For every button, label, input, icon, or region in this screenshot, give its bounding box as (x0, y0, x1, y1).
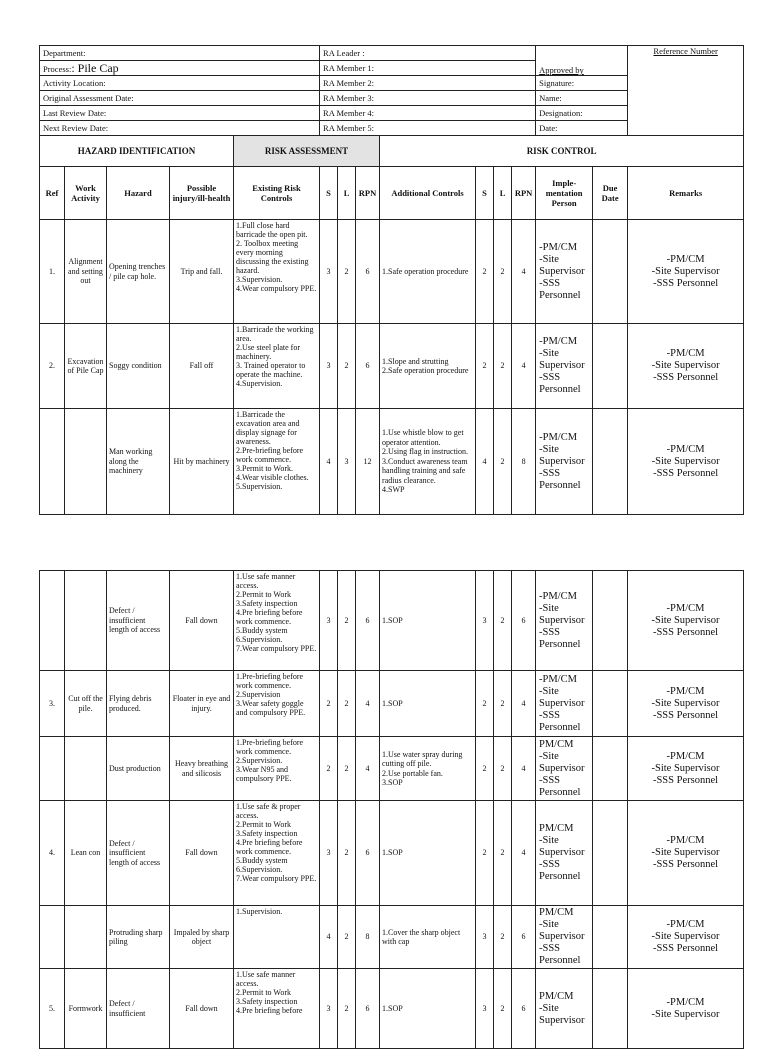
table-row (40, 324, 744, 409)
cell-work-activity: Cut off the pile. (65, 671, 107, 737)
col-rpn2: RPN (512, 167, 536, 220)
cell-s: 3 (320, 801, 338, 906)
ra-member-1-field: RA Member 1: (320, 61, 536, 76)
cell-injury: Trip and fall. (170, 220, 234, 324)
process-field (40, 61, 320, 76)
cell-injury: Floater in eye and injury. (170, 671, 234, 737)
cell-rpn: 6 (356, 571, 380, 671)
cell-l: 2 (338, 571, 356, 671)
col-existing-controls: Existing Risk Controls (234, 167, 320, 220)
cell-remarks: -PM/CM -Site Supervisor -SSS Personnel (628, 409, 744, 515)
cell-existing-controls: 1.Barricade the excavation area and display signage for awareness. 2.Pre-briefing before work commence. 3.Permit to Work. 4.Wear visible clothes. 5.Supervision. (234, 409, 320, 515)
cell-s: 2 (320, 671, 338, 737)
cell-rpn2: 4 (512, 324, 536, 409)
table-row (40, 906, 744, 969)
cell-work-activity (65, 409, 107, 515)
cell-work-activity: Excavation of Pile Cap (65, 324, 107, 409)
last-review-date-field: Last Review Date: (40, 106, 320, 121)
date-field: Date: (536, 121, 628, 136)
col-additional-controls: Additional Controls (380, 167, 476, 220)
cell-implementation-person: -PM/CM -Site Supervisor -SSS Personnel (536, 409, 593, 515)
cell-due-date (593, 969, 628, 1049)
cell-existing-controls: 1.Pre-briefing before work commence. 2.Supervision 3.Wear safety goggle and compulsory PPE. (234, 671, 320, 737)
cell-l: 3 (338, 409, 356, 515)
cell-due-date (593, 220, 628, 324)
cell-l: 2 (338, 969, 356, 1049)
cell-work-activity: Lean con (65, 801, 107, 906)
cell-l2: 2 (494, 801, 512, 906)
cell-ref: 2. (40, 324, 65, 409)
col-s: S (320, 167, 338, 220)
cell-implementation-person: -PM/CM -Site Supervisor -SSS Personnel (536, 220, 593, 324)
ra-member-5-field: RA Member 5: (320, 121, 536, 136)
cell-work-activity: Alignment and setting out (65, 220, 107, 324)
cell-s: 3 (320, 571, 338, 671)
cell-additional-controls: 1.Safe operation procedure (380, 220, 476, 324)
cell-s2: 2 (476, 737, 494, 801)
cell-injury: Fall down (170, 969, 234, 1049)
cell-due-date (593, 571, 628, 671)
activity-location-field: Activity Location: (40, 76, 320, 91)
cell-additional-controls: 1.Use water spray during cutting off pile. 2.Use portable fan. 3.SOP (380, 737, 476, 801)
reference-number-label: Reference Number (653, 46, 718, 56)
table-2-body (40, 571, 744, 1049)
cell-due-date (593, 801, 628, 906)
cell-remarks: -PM/CM -Site Supervisor -SSS Personnel (628, 220, 744, 324)
risk-assessment-heading: RISK ASSESSMENT (234, 136, 380, 167)
cell-rpn2: 6 (512, 906, 536, 969)
cell-implementation-person: PM/CM -Site Supervisor (536, 969, 593, 1049)
cell-additional-controls: 1.Slope and strutting 2.Safe operation procedure (380, 324, 476, 409)
cell-additional-controls: 1.SOP (380, 969, 476, 1049)
department-field: Department: (40, 46, 320, 61)
cell-additional-controls: 1.SOP (380, 571, 476, 671)
cell-work-activity: Formwork (65, 969, 107, 1049)
cell-rpn: 12 (356, 409, 380, 515)
risk-assessment-table-2 (39, 570, 744, 1049)
cell-l: 2 (338, 801, 356, 906)
cell-ref: 5. (40, 969, 65, 1049)
cell-rpn: 6 (356, 969, 380, 1049)
cell-s: 3 (320, 220, 338, 324)
cell-existing-controls: 1.Pre-briefing before work commence. 2.Supervision. 3.Wear N95 and compulsory PPE. (234, 737, 320, 801)
cell-rpn2: 8 (512, 409, 536, 515)
col-due-date: Due Date (593, 167, 628, 220)
process-label: Process: (43, 63, 72, 74)
cell-hazard: Defect / insufficient length of access (107, 801, 170, 906)
approved-by-field (536, 46, 628, 76)
cell-rpn: 6 (356, 324, 380, 409)
cell-l2: 2 (494, 737, 512, 801)
hazard-identification-heading: HAZARD IDENTIFICATION (40, 136, 234, 167)
col-remarks: Remarks (628, 167, 744, 220)
table-row (40, 220, 744, 324)
cell-s2: 2 (476, 801, 494, 906)
cell-rpn: 6 (356, 801, 380, 906)
cell-additional-controls: 1.Cover the sharp object with cap (380, 906, 476, 969)
cell-implementation-person: -PM/CM -Site Supervisor -SSS Personnel (536, 671, 593, 737)
cell-s2: 3 (476, 571, 494, 671)
cell-hazard: Flying debris produced. (107, 671, 170, 737)
cell-ref (40, 906, 65, 969)
cell-remarks: -PM/CM -Site Supervisor -SSS Personnel (628, 671, 744, 737)
col-s2: S (476, 167, 494, 220)
cell-hazard: Dust production (107, 737, 170, 801)
cell-work-activity (65, 906, 107, 969)
cell-hazard: Protruding sharp piling (107, 906, 170, 969)
cell-l2: 2 (494, 324, 512, 409)
ra-member-3-field: RA Member 3: (320, 91, 536, 106)
cell-ref: 4. (40, 801, 65, 906)
cell-implementation-person: PM/CM -Site Supervisor -SSS Personnel (536, 906, 593, 969)
cell-work-activity (65, 737, 107, 801)
cell-existing-controls: 1.Use safe manner access. 2.Permit to Work 3.Safety inspection 4.Pre briefing before work commence. 5.Buddy system 6.Supervision. 7.Wear compulsory PPE. (234, 571, 320, 671)
cell-due-date (593, 671, 628, 737)
cell-hazard: Defect / insufficient (107, 969, 170, 1049)
col-ref: Ref (40, 167, 65, 220)
col-injury: Possible injury/ill-health (170, 167, 234, 220)
cell-l2: 2 (494, 571, 512, 671)
cell-remarks: -PM/CM -Site Supervisor -SSS Personnel (628, 906, 744, 969)
cell-s2: 3 (476, 906, 494, 969)
table-1-body (40, 220, 744, 515)
cell-l2: 2 (494, 409, 512, 515)
cell-s: 4 (320, 409, 338, 515)
cell-l: 2 (338, 324, 356, 409)
cell-s2: 2 (476, 220, 494, 324)
cell-implementation-person: PM/CM -Site Supervisor -SSS Personnel (536, 737, 593, 801)
cell-hazard: Defect / insufficient length of access (107, 571, 170, 671)
cell-injury: Impaled by sharp object (170, 906, 234, 969)
cell-implementation-person: -PM/CM -Site Supervisor -SSS Personnel (536, 324, 593, 409)
cell-existing-controls: 1.Use safe & proper access. 2.Permit to Work 3.Safety inspection 4.Pre briefing before work commence. 5.Buddy system 6.Supervision. 7.Wear compulsory PPE. (234, 801, 320, 906)
table-row (40, 671, 744, 737)
cell-l: 2 (338, 906, 356, 969)
original-assessment-date-field: Original Assessment Date: (40, 91, 320, 106)
table-row (40, 969, 744, 1049)
cell-rpn: 4 (356, 737, 380, 801)
cell-additional-controls: 1.SOP (380, 671, 476, 737)
ra-leader-field: RA Leader : (320, 46, 536, 61)
cell-existing-controls: 1.Full close hard barricade the open pit. 2. Toolbox meeting every morning discussing the existing hazard. 3.Supervision. 4.Wear compulsory PPE. (234, 220, 320, 324)
cell-remarks: -PM/CM -Site Supervisor -SSS Personnel (628, 571, 744, 671)
cell-injury: Fall off (170, 324, 234, 409)
cell-rpn2: 6 (512, 969, 536, 1049)
cell-due-date (593, 737, 628, 801)
approved-by-label: Approved by (539, 65, 584, 75)
col-rpn: RPN (356, 167, 380, 220)
name-field: Name: (536, 91, 628, 106)
ra-member-2-field: RA Member 2: (320, 76, 536, 91)
cell-s2: 2 (476, 671, 494, 737)
cell-l2: 2 (494, 671, 512, 737)
cell-hazard: Opening trenches / pile cap hole. (107, 220, 170, 324)
cell-s: 4 (320, 906, 338, 969)
cell-l: 2 (338, 671, 356, 737)
cell-work-activity (65, 571, 107, 671)
cell-rpn2: 4 (512, 737, 536, 801)
signature-field: Signature: (536, 76, 628, 91)
cell-ref (40, 737, 65, 801)
col-l: L (338, 167, 356, 220)
cell-injury: Fall down (170, 571, 234, 671)
cell-due-date (593, 324, 628, 409)
cell-l: 2 (338, 737, 356, 801)
cell-s: 3 (320, 324, 338, 409)
cell-existing-controls: 1.Barricade the working area. 2.Use steel plate for machinery. 3. Trained operator to operate the machine. 4.Supervision. (234, 324, 320, 409)
col-l2: L (494, 167, 512, 220)
cell-existing-controls: 1.Supervision. (234, 906, 320, 969)
reference-number-field (628, 46, 744, 136)
cell-rpn2: 4 (512, 801, 536, 906)
cell-remarks: -PM/CM -Site Supervisor -SSS Personnel (628, 324, 744, 409)
cell-implementation-person: PM/CM -Site Supervisor -SSS Personnel (536, 801, 593, 906)
cell-l2: 2 (494, 906, 512, 969)
cell-injury: Fall down (170, 801, 234, 906)
cell-injury: Heavy breathing and silicosis (170, 737, 234, 801)
cell-s2: 2 (476, 324, 494, 409)
cell-s: 2 (320, 737, 338, 801)
cell-rpn: 4 (356, 671, 380, 737)
cell-additional-controls: 1.Use whistle blow to get operator attention. 2.Using flag in instruction. 3.Conduct awareness team handling training and safe radius clearance. 4.SWP (380, 409, 476, 515)
process-value: : Pile Cap (71, 60, 119, 75)
ra-member-4-field: RA Member 4: (320, 106, 536, 121)
cell-rpn2: 4 (512, 220, 536, 324)
cell-l2: 2 (494, 969, 512, 1049)
cell-hazard: Man working along the machinery (107, 409, 170, 515)
col-implementation-person: Imple-mentation Person (536, 167, 593, 220)
cell-existing-controls: 1.Use safe manner access. 2.Permit to Work 3.Safety inspection 4.Pre briefing before (234, 969, 320, 1049)
cell-l2: 2 (494, 220, 512, 324)
table-row (40, 737, 744, 801)
cell-remarks: -PM/CM -Site Supervisor -SSS Personnel (628, 737, 744, 801)
col-work-activity: Work Activity (65, 167, 107, 220)
cell-rpn: 6 (356, 220, 380, 324)
cell-rpn2: 4 (512, 671, 536, 737)
cell-s: 3 (320, 969, 338, 1049)
cell-due-date (593, 906, 628, 969)
cell-ref (40, 571, 65, 671)
cell-s2: 4 (476, 409, 494, 515)
cell-ref: 1. (40, 220, 65, 324)
cell-due-date (593, 409, 628, 515)
next-review-date-field: Next Review Date: (40, 121, 320, 136)
risk-assessment-table-1 (39, 45, 744, 515)
cell-s2: 3 (476, 969, 494, 1049)
cell-rpn2: 6 (512, 571, 536, 671)
cell-additional-controls: 1.SOP (380, 801, 476, 906)
cell-ref: 3. (40, 671, 65, 737)
table-row (40, 409, 744, 515)
cell-l: 2 (338, 220, 356, 324)
cell-implementation-person: -PM/CM -Site Supervisor -SSS Personnel (536, 571, 593, 671)
risk-control-heading: RISK CONTROL (380, 136, 744, 167)
table-row (40, 571, 744, 671)
cell-rpn: 8 (356, 906, 380, 969)
cell-remarks: -PM/CM -Site Supervisor -SSS Personnel (628, 801, 744, 906)
cell-injury: Hit by machinery (170, 409, 234, 515)
designation-field: Designation: (536, 106, 628, 121)
cell-ref (40, 409, 65, 515)
table-row (40, 801, 744, 906)
cell-hazard: Soggy condition (107, 324, 170, 409)
cell-remarks: -PM/CM -Site Supervisor (628, 969, 744, 1049)
col-hazard: Hazard (107, 167, 170, 220)
